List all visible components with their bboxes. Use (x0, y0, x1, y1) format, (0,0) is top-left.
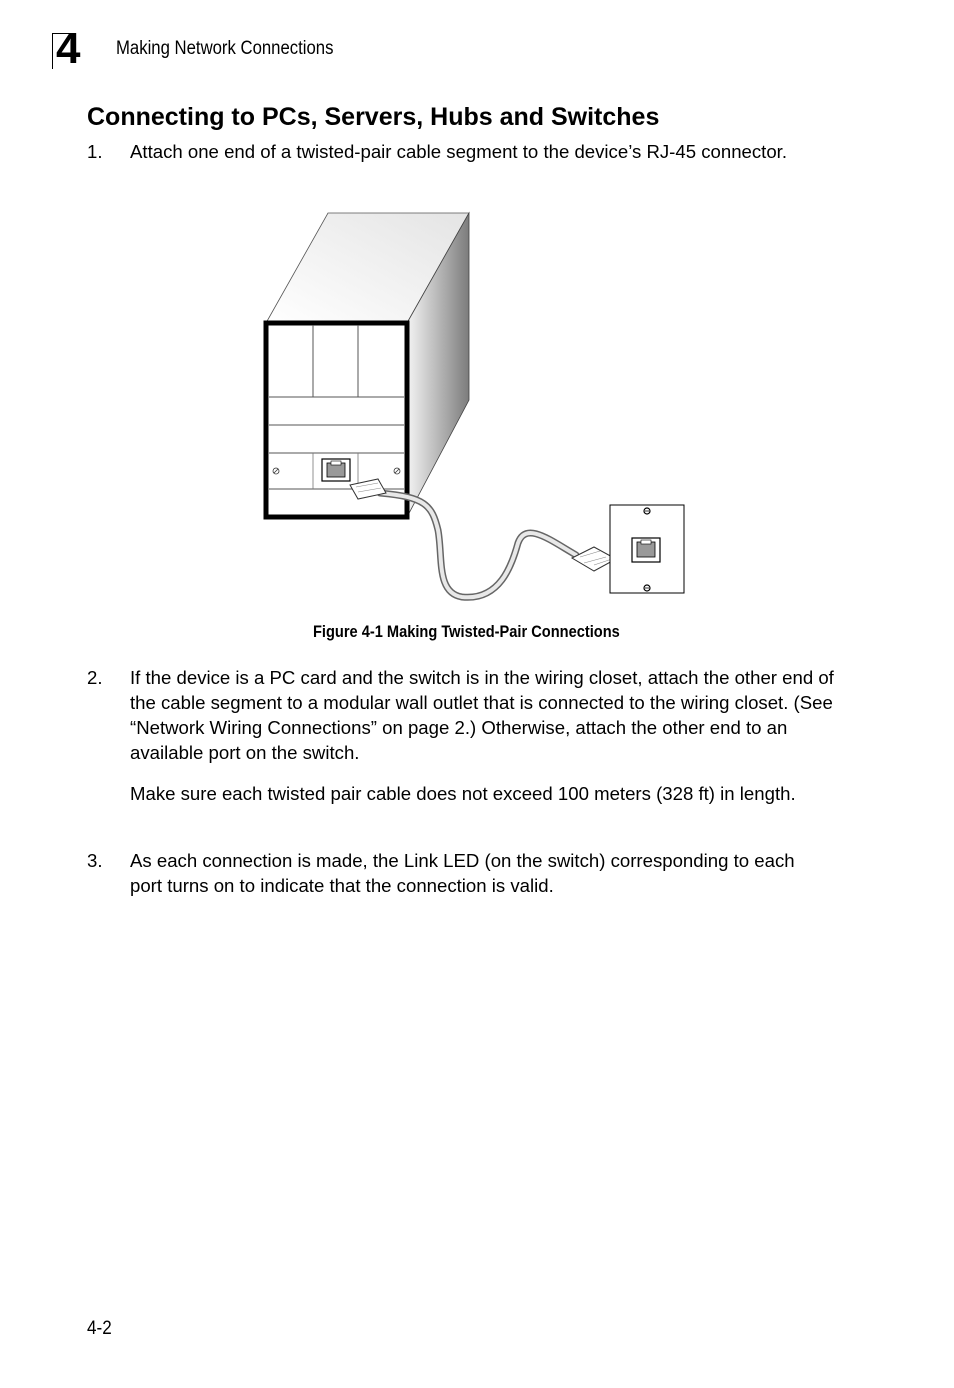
chapter-rule-vertical (52, 33, 53, 69)
figure-caption (0, 622, 932, 642)
connection-illustration (250, 205, 700, 610)
step-text: Attach one end of a twisted-pair cable segment to the device’s RJ-45 connector. (130, 141, 788, 162)
rj45-plug-icon (572, 547, 616, 571)
step-number: 2. (87, 667, 103, 688)
wall-outlet-icon (610, 505, 684, 593)
page-number: 4-2 (87, 1318, 112, 1339)
chapter-number: 4 (56, 24, 81, 73)
step-text: If the device is a PC card and the switch is in the wiring closet, attach the other end of the cable segment to a modular wall outlet that is connected to the wiring closet. (See “Network Wiring Connections” on page 2.) Otherwise, attach the other end to an available port on the switch. (130, 667, 834, 763)
step-3 (87, 848, 857, 898)
section-title: Connecting to PCs, Servers, Hubs and Switches (87, 103, 660, 131)
step-1 (87, 139, 857, 164)
step-text: As each connection is made, the Link LED (on the switch) corresponding to each port turns on to indicate that the connection is valid. (130, 850, 795, 896)
step-2 (87, 665, 857, 765)
figure-twisted-pair (250, 205, 700, 610)
step-number: 3. (87, 850, 103, 871)
pc-tower-icon (266, 213, 469, 517)
chapter-marker (52, 24, 96, 73)
running-header: Making Network Connections (116, 38, 334, 59)
step-number: 1. (87, 141, 103, 162)
step-2-note: Make sure each twisted pair cable does not exceed 100 meters (328 ft) in length. (130, 783, 796, 804)
figure-caption-text: Figure 4-1 Making Twisted-Pair Connections (312, 622, 620, 641)
